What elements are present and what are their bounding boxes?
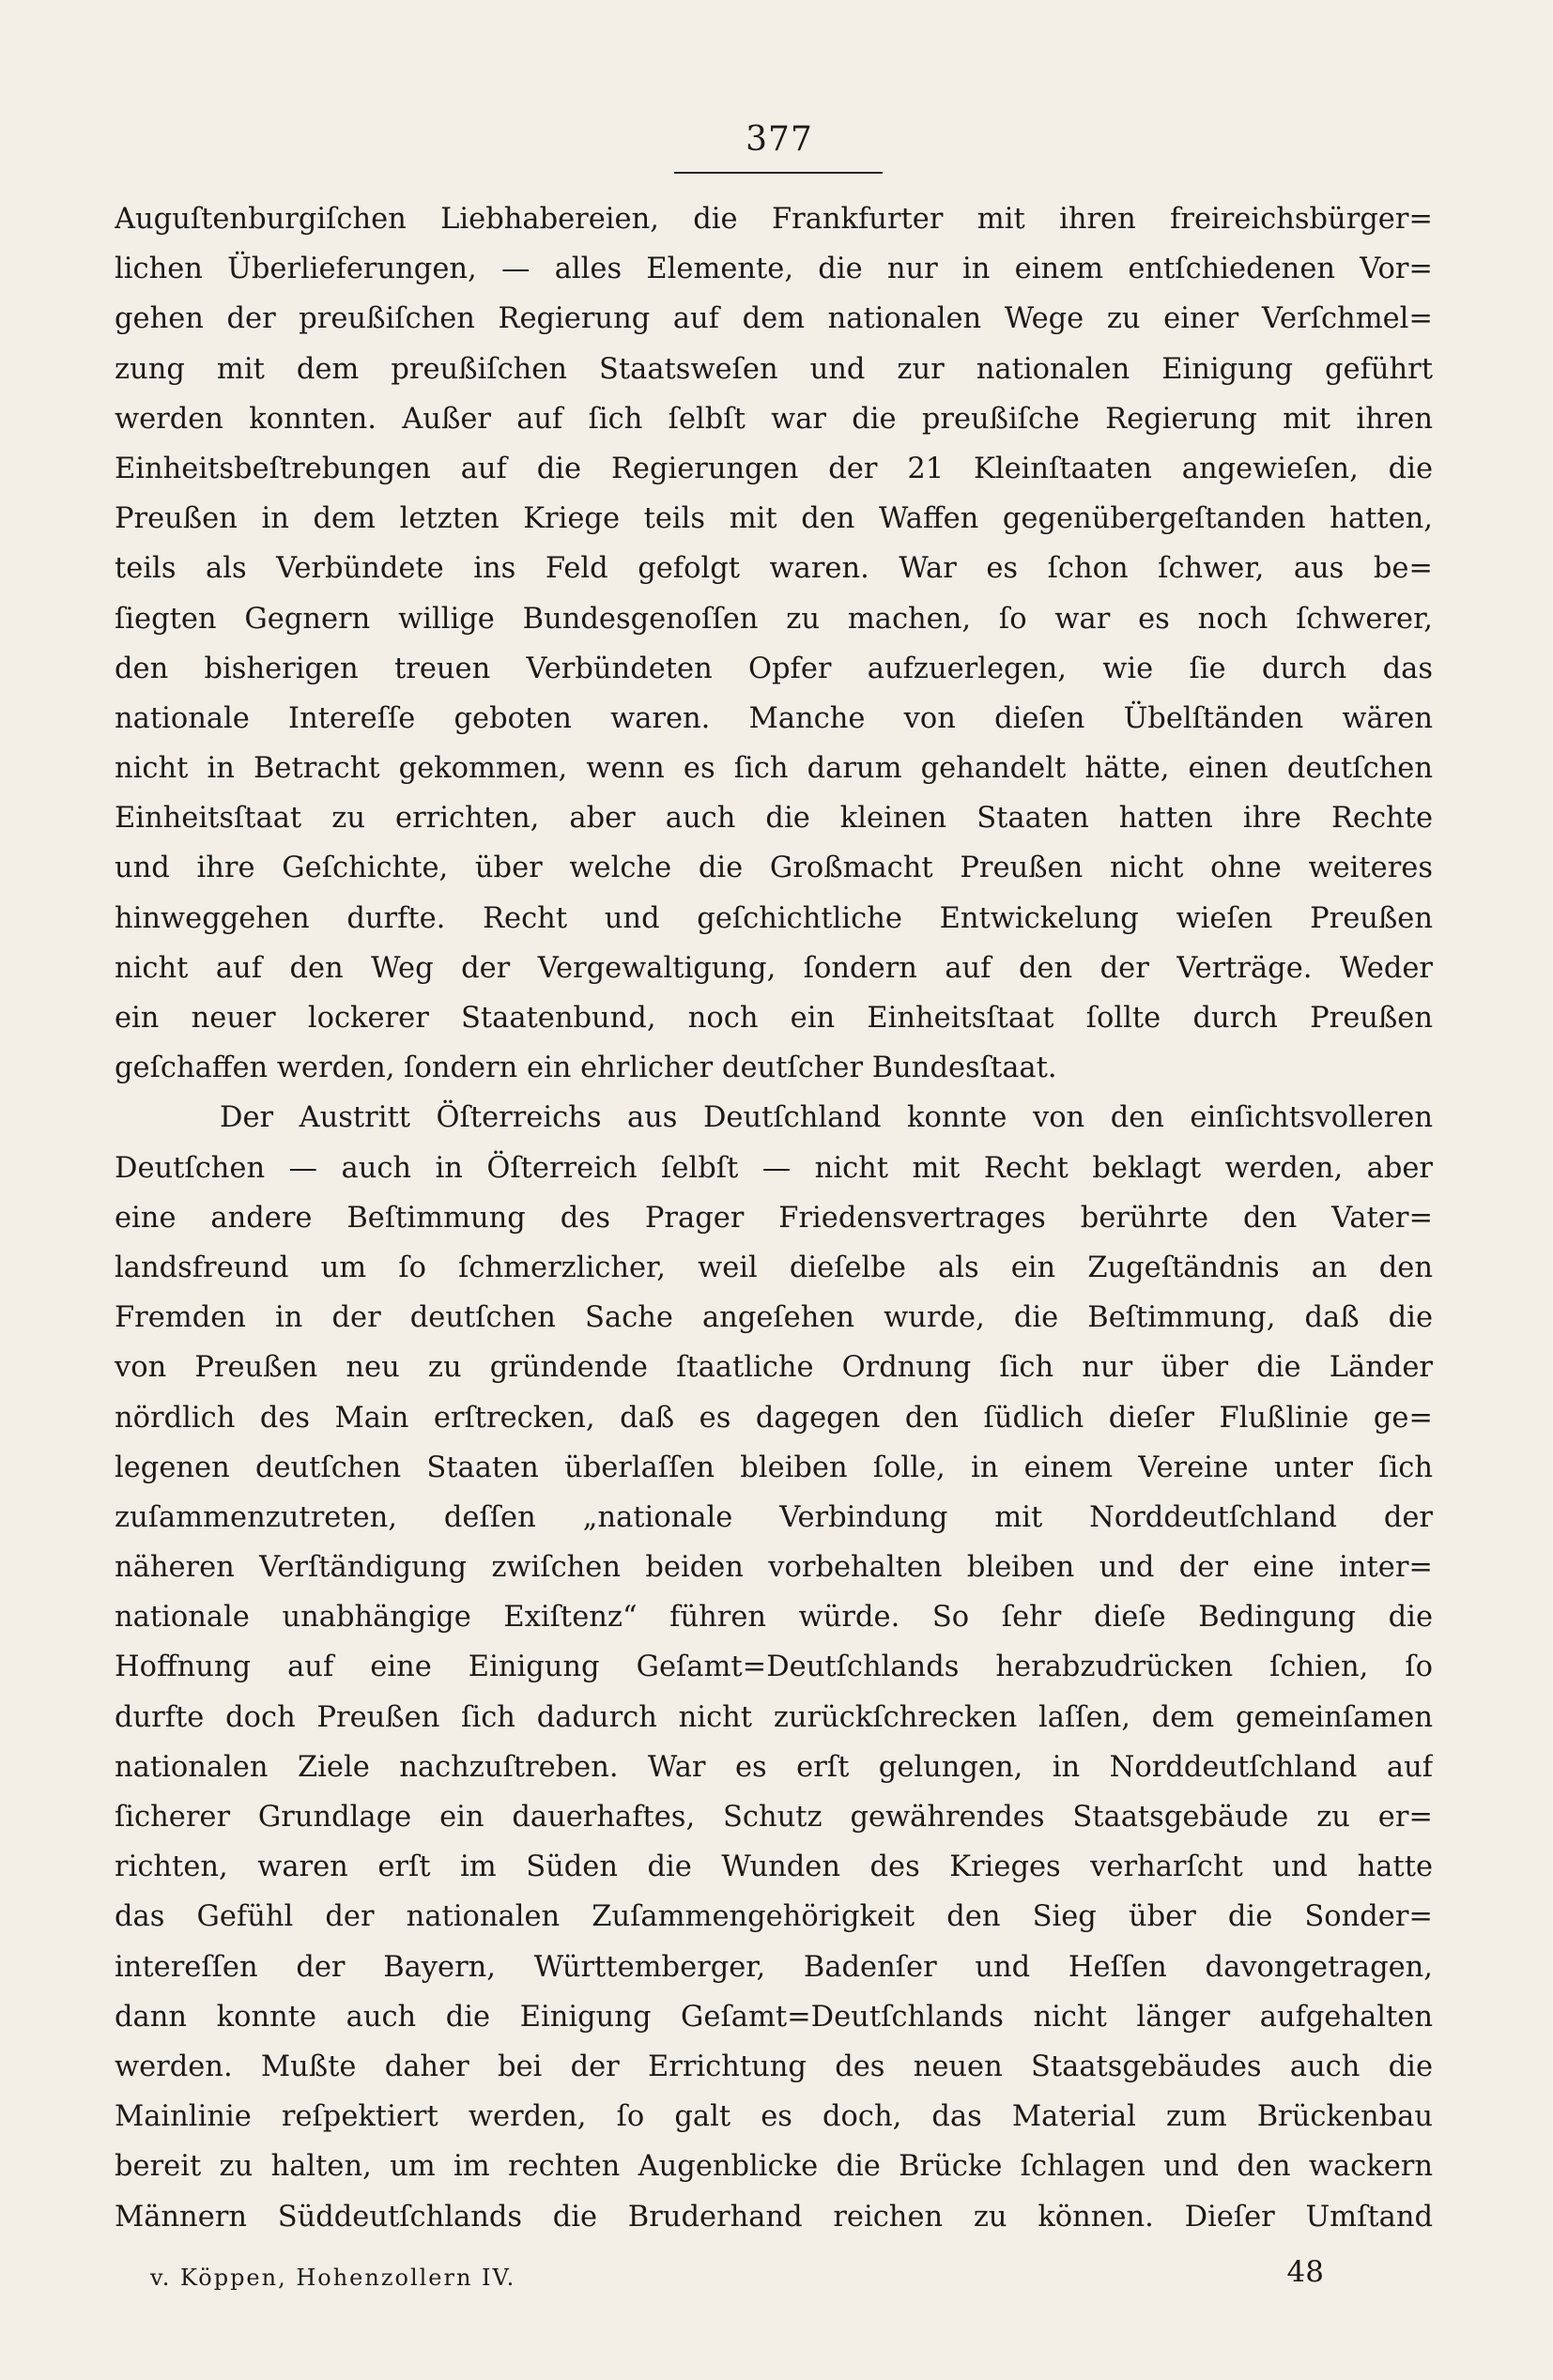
text-line: das Gefühl der nationalen Zuſammengehörigkeit den Sieg über die Sonder= <box>115 1900 1433 1934</box>
text-line: Preußen in dem letzten Kriege teils mit den Waffen gegenübergeſtanden hatten, <box>115 502 1433 536</box>
page-footer <box>150 2255 1324 2296</box>
text-line: und ihre Geſchichte, über welche die Großmacht Preußen nicht ohne weiteres <box>115 852 1433 885</box>
text-line: Fremden in der deutſchen Sache angeſehen wurde, die Beſtimmung, daß die <box>115 1301 1433 1335</box>
text-line: näheren Verſtändigung zwiſchen beiden vorbehalten bleiben und der eine inter= <box>115 1551 1433 1585</box>
text-line: den bisherigen treuen Verbündeten Opfer aufzuerlegen, wie ſie durch das <box>115 652 1433 685</box>
text-line: Deutſchen — auch in Öſterreich ſelbſt — nicht mit Recht beklagt werden, aber <box>115 1151 1433 1185</box>
text-line: intereſſen der Bayern, Württemberger, Badenſer und Heſſen davongetragen, <box>115 1950 1433 1984</box>
text-line: ein neuer lockerer Staatenbund, noch ein Einheitsſtaat ſollte durch Preußen <box>115 1002 1433 1035</box>
text-line: Mainlinie reſpektiert werden, ſo galt es doch, das Material zum Brückenbau <box>115 2100 1433 2134</box>
text-line: Männern Süddeutſchlands die Bruderhand reichen zu können. Dieſer Umſtand <box>115 2200 1433 2234</box>
text-line: zuſammenzutreten, deſſen „nationale Verbindung mit Norddeutſchland der <box>115 1500 1433 1534</box>
text-line: hinweggehen durfte. Recht und geſchichtliche Entwickelung wieſen Preußen <box>115 901 1433 935</box>
text-line: Einheitsbeſtrebungen auf die Regierungen der 21 Kleinſtaaten angewieſen, die <box>115 452 1433 485</box>
text-line: durfte doch Preußen ſich dadurch nicht zurückſchrecken laſſen, dem gemeinſamen <box>115 1700 1433 1734</box>
text-line: werden. Mußte daher bei der Errichtung des neuen Staatsgebäudes auch die <box>115 2050 1433 2083</box>
text-line: landsfreund um ſo ſchmerzlicher, weil dieſelbe als ein Zugeſtändnis an den <box>115 1251 1433 1284</box>
page-number: 377 <box>746 120 813 159</box>
header-rule <box>674 172 883 174</box>
text-line: richten, waren erſt im Süden die Wunden des Krieges verharſcht und hatte <box>115 1850 1433 1884</box>
footer-signature: v. Köppen, Hohenzollern IV. <box>150 2265 516 2291</box>
text-line: teils als Verbündete ins Feld gefolgt waren. War es ſchon ſchwer, aus be= <box>115 552 1433 586</box>
text-line: nördlich des Main erſtrecken, daß es dagegen den ſüdlich dieſer Flußlinie ge= <box>115 1401 1433 1435</box>
text-line: Der Austritt Öſterreichs aus Deutſchland konnte von den einſichtsvolleren <box>220 1101 1433 1135</box>
text-line: geſchaffen werden, ſondern ein ehrlicher deutſcher Bundesſtaat. <box>115 1052 1057 1085</box>
text-line: nationalen Ziele nachzuſtreben. War es erſt gelungen, in Norddeutſchland auf <box>115 1750 1433 1784</box>
sheet-number: 48 <box>1286 2255 1324 2289</box>
text-line: bereit zu halten, um im rechten Augenblicke die Brücke ſchlagen und den wackern <box>115 2150 1433 2184</box>
text-line: nicht in Betracht gekommen, wenn es ſich darum gehandelt hätte, einen deutſchen <box>115 752 1433 786</box>
text-line: Hoffnung auf eine Einigung Geſamt=Deutſchlands herabzudrücken ſchien, ſo <box>115 1651 1433 1684</box>
text-line: lichen Überlieferungen, — alles Elemente, die nur in einem entſchiedenen Vor= <box>115 253 1433 286</box>
text-line: eine andere Beſtimmung des Prager Friedensvertrages berührte den Vater= <box>115 1201 1433 1235</box>
text-line: ſiegten Gegnern willige Bundesgenoſſen zu machen, ſo war es noch ſchwerer, <box>115 602 1433 636</box>
text-line: Auguſtenburgiſchen Liebhabereien, die Frankfurter mit ihren freireichsbürger= <box>115 203 1433 236</box>
text-line: werden konnten. Außer auf ſich ſelbſt war die preußiſche Regierung mit ihren <box>115 402 1433 436</box>
text-line: Einheitsſtaat zu errichten, aber auch die kleinen Staaten hatten ihre Rechte <box>115 802 1433 836</box>
text-line: nicht auf den Weg der Vergewaltigung, ſondern auf den der Verträge. Weder <box>115 951 1433 985</box>
text-line: dann konnte auch die Einigung Geſamt=Deutſchlands nicht länger aufgehalten <box>115 2000 1433 2034</box>
text-line: gehen der preußiſchen Regierung auf dem nationalen Wege zu einer Verſchmel= <box>115 302 1433 336</box>
text-line: nationale unabhängige Exiſtenz“ führen würde. So ſehr dieſe Bedingung die <box>115 1601 1433 1635</box>
text-line: von Preußen neu zu gründende ſtaatliche Ordnung ſich nur über die Länder <box>115 1351 1433 1385</box>
text-line: ſicherer Grundlage ein dauerhaftes, Schutz gewährendes Staatsgebäude zu er= <box>115 1801 1433 1834</box>
body-text <box>115 194 1433 2242</box>
text-line: legenen deutſchen Staaten überlaſſen bleiben ſolle, in einem Vereine unter ſich <box>115 1451 1433 1484</box>
text-line: zung mit dem preußiſchen Staatsweſen und zur nationalen Einigung geführt <box>115 352 1433 386</box>
text-line: nationale Intereſſe geboten waren. Manche von dieſen Übelſtänden wären <box>115 701 1433 735</box>
